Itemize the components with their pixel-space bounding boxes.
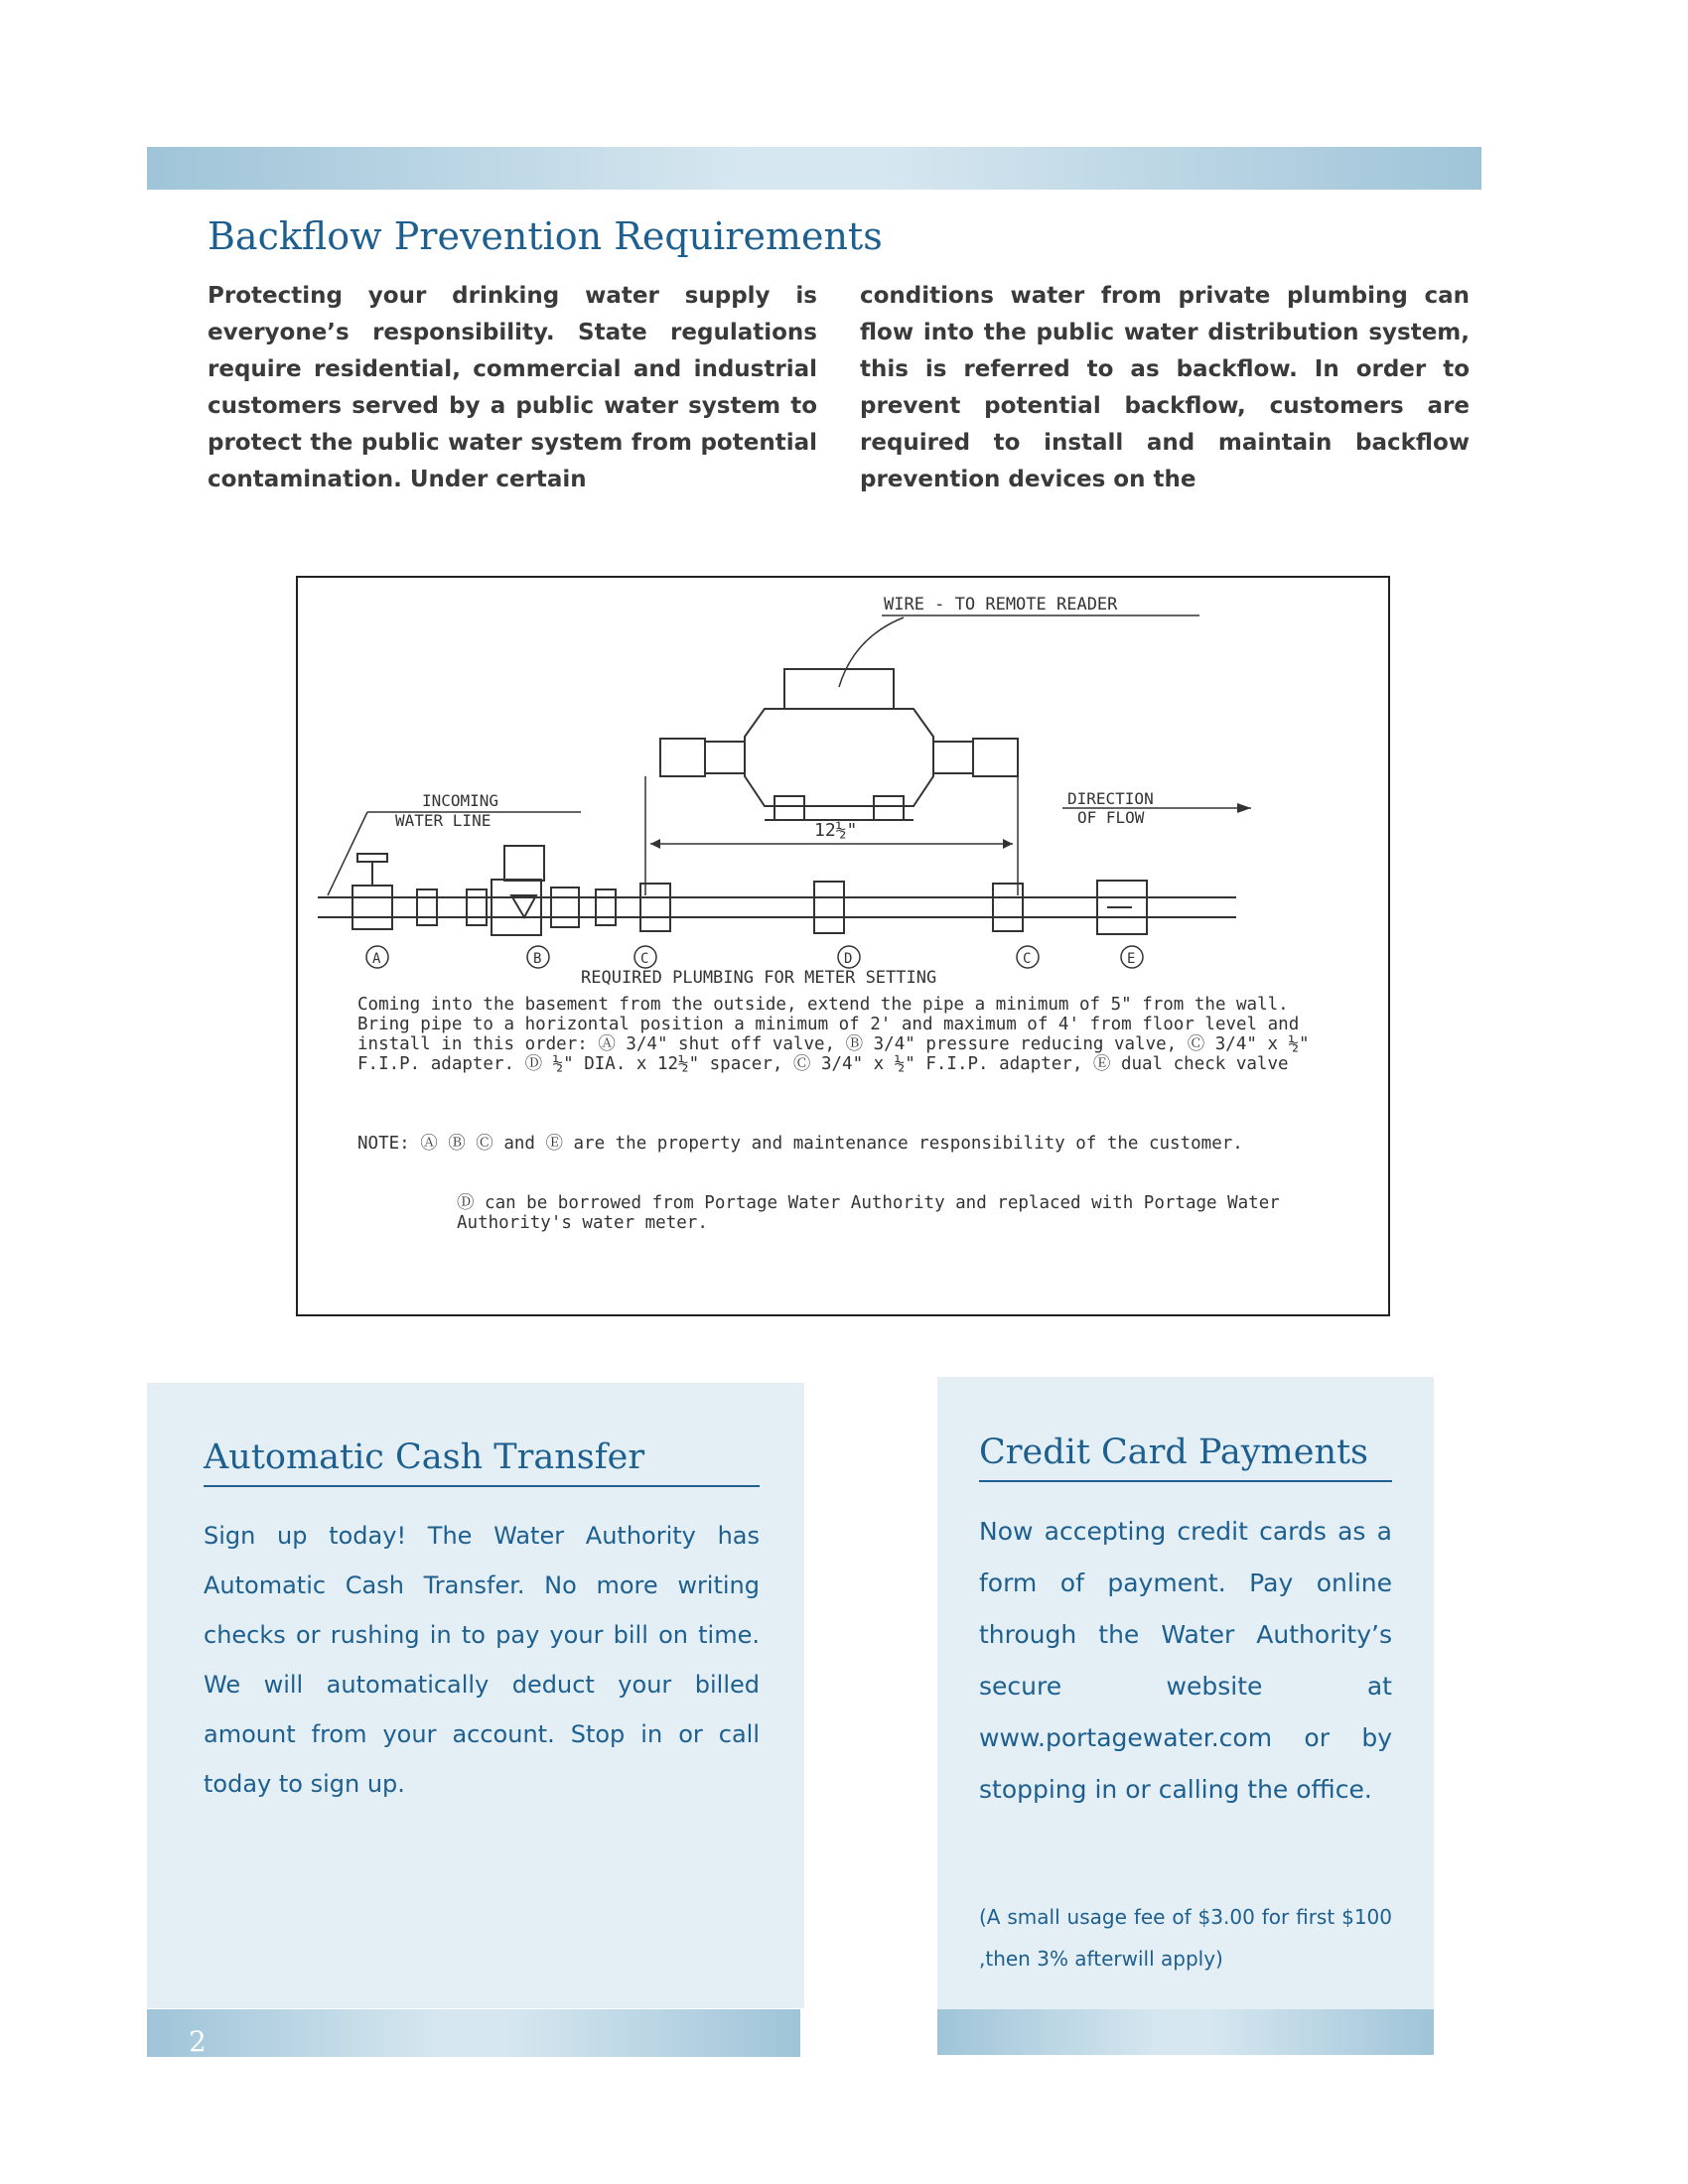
plumbing-diagram <box>296 576 1390 1316</box>
page-number: 2 <box>189 2025 207 2058</box>
top-band <box>147 147 1481 190</box>
spacer-dimension: 12½" <box>814 820 858 841</box>
cc-fee-note: (A small usage fee of $3.00 for first $100 ,then 3% afterwill apply) <box>979 1905 1392 1971</box>
letter-c-1: C <box>640 951 649 967</box>
letter-a: A <box>372 951 381 967</box>
act-text: Sign up today! The Water Authority has Automatic Cash Transfer. No more writing checks or rushing in to pay your bill on time. We will automatically deduct your billed amount from your account. Stop in or call today to sign up. <box>204 1522 760 1798</box>
direction-label-1: DIRECTION <box>1067 789 1154 808</box>
bottom-band-right <box>937 2009 1434 2055</box>
wire-label: WIRE - TO REMOTE READER <box>884 595 1118 614</box>
act-title: Automatic Cash Transfer <box>204 1437 760 1487</box>
article-column-2: conditions water from private plumbing can flow into the public water distribution system, this is referred to as backflow. In order to prevent potential backflow, customers are required to install and maintain backflow prevention devices on the <box>860 283 1470 492</box>
bottom-band-left <box>147 2009 800 2057</box>
note-customer: NOTE: Ⓐ Ⓑ Ⓒ and Ⓔ are the property and maintenance responsibility of the customer. <box>357 1134 1243 1154</box>
pipe-run-drawing <box>318 846 1236 935</box>
cc-title: Credit Card Payments <box>979 1433 1392 1482</box>
article-column-1: Protecting your drinking water supply is everyone’s responsibility. State regulations require residential, commercial and industrial customers served by a public water system to protect the public water system from potential contamination. Under certain <box>208 283 817 492</box>
water-meter-drawing <box>660 669 1018 820</box>
incoming-label-2: WATER LINE <box>395 811 492 830</box>
letter-e: E <box>1127 951 1136 967</box>
letter-c-2: C <box>1023 951 1032 967</box>
note-meter: Ⓓ can be borrowed from Portage Water Authority and replaced with Portage Water Authority's water meter. <box>457 1193 1280 1233</box>
incoming-label-1: INCOMING <box>422 791 499 810</box>
letter-d: D <box>844 951 853 967</box>
direction-label-2: OF FLOW <box>1077 808 1145 827</box>
letter-b: B <box>533 951 542 967</box>
article-title: Backflow Prevention Requirements <box>208 214 883 258</box>
cc-text: Now accepting credit cards as a form of payment. Pay online through the Water Authority’s secure website at www.portagewater.com or by stopping in or calling the office. <box>979 1517 1392 1804</box>
diagram-caption: REQUIRED PLUMBING FOR METER SETTING <box>581 968 937 988</box>
instructions-text: Coming into the basement from the outside, extend the pipe a minimum of 5" from the wall. Bring pipe to a horizontal position a minimum of 2' and maximum of 4' from floor level and install in this order: Ⓐ 3/4" shut off valve, Ⓑ 3/4" pressure reducing valve, Ⓒ 3/4" x ½" F.I.P. adapter. Ⓓ ½" DIA. x 12½" spacer, Ⓒ 3/4" x ½" F.I.P. adapter, Ⓔ dual check valve <box>357 995 1310 1074</box>
